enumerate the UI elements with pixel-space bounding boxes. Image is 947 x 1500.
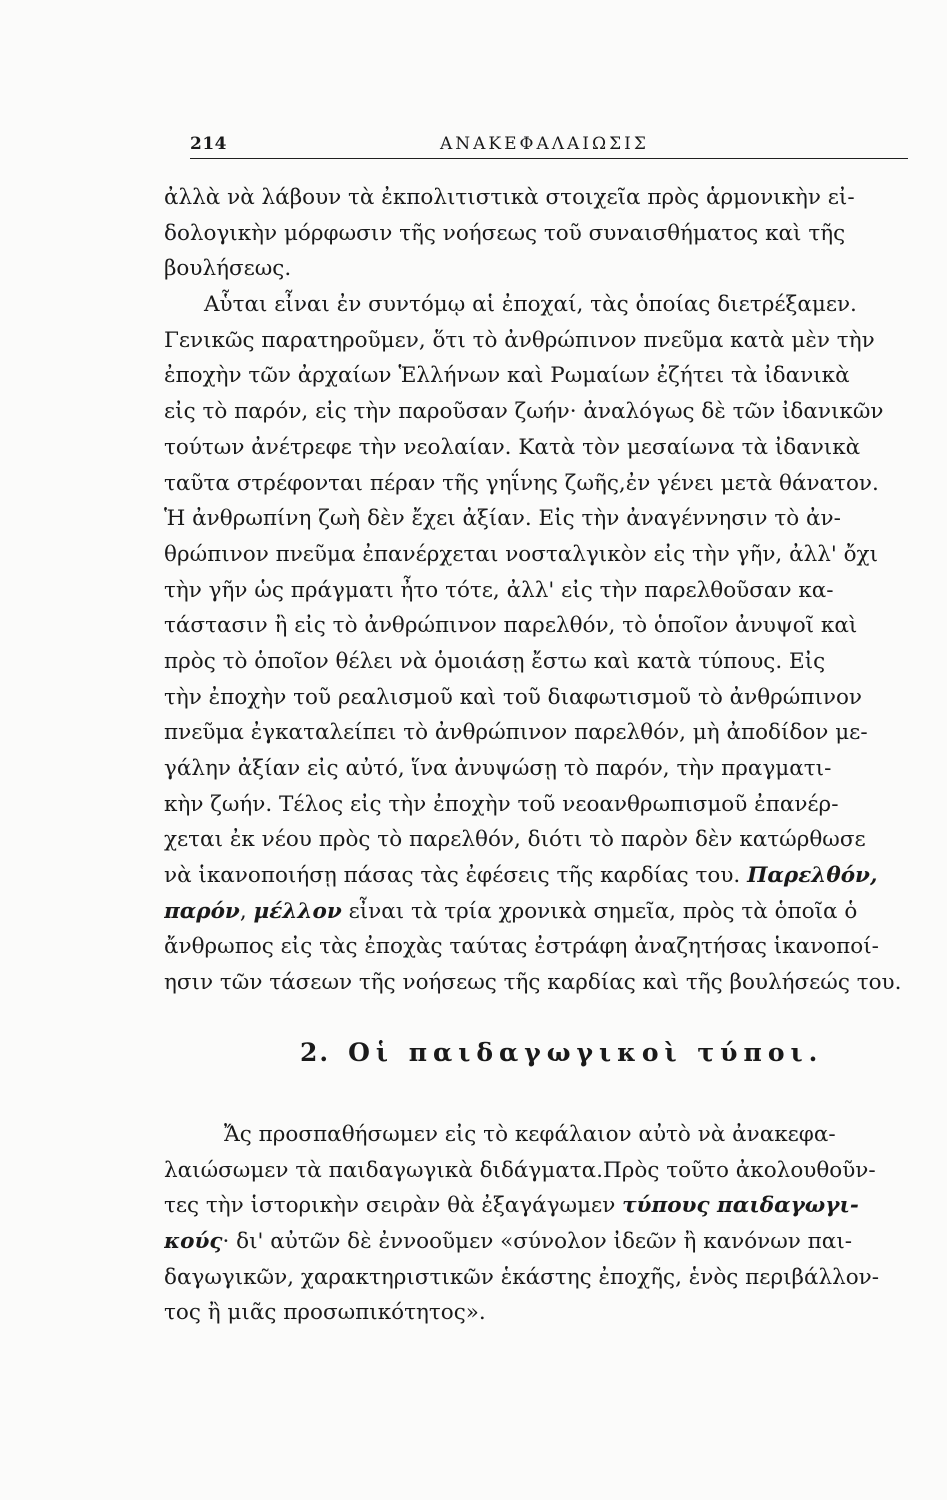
text-line: ἄνθρωπος εἰς τὰς ἐποχὰς ταύτας ἐστράφη ἀναζητήσας ἱκανοποί- [164, 934, 879, 960]
text-line: τούτων ἀνέτρεφε τὴν νεολαίαν. Κατὰ τὸν μεσαίωνα τὰ ἰδανικὰ [164, 434, 861, 460]
text-line: Ἄς προσπαθήσωμεν εἰς τὸ κεφάλαιον αὐτὸ νὰ ἀνακεφα- [224, 1122, 836, 1147]
text-line: ησιν τῶν τάσεων τῆς νοήσεως τῆς καρδίας καὶ τῆς βουλήσεώς του. [164, 970, 902, 996]
text-line: Ἡ ἀνθρωπίνη ζωὴ δὲν ἔχει ἀξίαν. Εἰς τὴν ἀναγέννησιν τὸ ἀν- [164, 506, 841, 532]
section-heading [300, 1038, 823, 1067]
text-segment: τες τὴν ἱστορικὴν σειρὰν θὰ ἐξαγάγωμεν [164, 1193, 623, 1219]
section-number: 2. [300, 1038, 331, 1067]
text-segment: , [239, 898, 247, 924]
text-line [164, 858, 916, 894]
text-line: γάλην ἀξίαν εἰς αὐτό, ἵνα ἀνυψώσῃ τὸ παρόν, τὴν πραγματι- [164, 756, 832, 781]
text-line: εἰς τὸ παρόν, εἰς τὴν παροῦσαν ζωήν· ἀναλόγως δὲ τῶν ἰδανικῶν [164, 399, 884, 425]
text-segment: εἶναι τὰ τρία χρονικὰ σημεῖα, πρὸς τὰ ὁποῖα ὁ [341, 898, 858, 924]
text-line: λαιώσωμεν τὰ παιδαγωγικὰ διδάγματα.Πρὸς τοῦτο ἀκολουθοῦν- [164, 1157, 876, 1183]
running-head: ΑΝΑΚΕΦΑΛΑΙΩΣΙΣ [440, 134, 649, 154]
text-line: ἀλλὰ νὰ λάβουν τὰ ἐκπολιτιστικὰ στοιχεῖα πρὸς ἁρμονικὴν εἰ- [164, 185, 855, 210]
paragraph-2 [164, 1117, 916, 1331]
paragraph-1 [164, 180, 916, 1001]
text-line: πνεῦμα ἐγκαταλείπει τὸ ἀνθρώπινον παρελθόν, μὴ ἀποδίδον με- [164, 720, 868, 746]
text-line: βουλήσεως. [164, 256, 292, 282]
text-segment: · δι' αὐτῶν δὲ ἐννοοῦμεν «σύνολον ἰδεῶν ἢ κανόνων παι- [222, 1229, 853, 1255]
text-line: Γενικῶς παρατηροῦμεν, ὅτι τὸ ἀνθρώπινον πνεῦμα κατὰ μὲν τὴν [164, 327, 875, 353]
text-line: τὴν ἐποχὴν τοῦ ρεαλισμοῦ καὶ τοῦ διαφωτισμοῦ τὸ ἀνθρώπινον [164, 684, 862, 710]
emphasis-text: τύπους παιδαγωγι- [622, 1193, 859, 1219]
text-line [164, 1188, 916, 1224]
text-line: χεται ἐκ νέου πρὸς τὸ παρελθόν, διότι τὸ παρὸν δὲν κατώρθωσε [164, 827, 866, 853]
text-line: τὴν γῆν ὡς πράγματι ἦτο τότε, ἀλλ' εἰς τὴν παρελθοῦσαν κα- [164, 577, 834, 603]
emphasis-text: Παρελθόν, [747, 863, 878, 889]
text-line [164, 894, 916, 930]
text-line [164, 1224, 916, 1260]
emphasis-text: κούς [164, 1229, 223, 1255]
text-line: πρὸς τὸ ὁποῖον θέλει νὰ ὁμοιάσῃ ἔστω καὶ κατὰ τύπους. Εἰς [164, 648, 826, 674]
page-number: 214 [190, 134, 227, 154]
text-line: κὴν ζωήν. Τέλος εἰς τὴν ἐποχὴν τοῦ νεοανθρωπισμοῦ ἐπανέρ- [164, 791, 839, 817]
text-line: δολογικὴν μόρφωσιν τῆς νοήσεως τοῦ συναισθήματος καὶ τῆς [164, 220, 846, 246]
page-header [190, 134, 908, 159]
text-line: θρώπινον πνεῦμα ἐπανέρχεται νοσταλγικὸν εἰς τὴν γῆν, ἀλλ' ὄχι [164, 541, 879, 567]
text-line: ταῦτα στρέφονται πέραν τῆς γηΐνης ζωῆς,ἐν γένει μετὰ θάνατον. [164, 470, 879, 496]
text-line: τος ἢ μιᾶς προσωπικότητος». [164, 1300, 486, 1326]
text-line: Αὗται εἶναι ἐν συντόμῳ αἱ ἐποχαί, τὰς ὁποίας διετρέξαμεν. [204, 292, 857, 318]
text-segment: νὰ ἱκανοποιήσῃ πάσας τὰς ἐφέσεις τῆς καρδίας του. [164, 863, 741, 889]
text-line: ἐποχὴν τῶν ἀρχαίων Ἑλλήνων καὶ Ρωμαίων ἐζήτει τὰ ἰδανικὰ [164, 363, 850, 389]
text-line: τάστασιν ἢ εἰς τὸ ἀνθρώπινον παρελθόν, τὸ ὁποῖον ἀνυψοῖ καὶ [164, 613, 858, 639]
emphasis-text: παρόν [164, 898, 240, 924]
emphasis-text: μέλλον [253, 898, 342, 924]
text-line: δαγωγικῶν, χαρακτηριστικῶν ἑκάστης ἐποχῆς, ἑνὸς περιβάλλον- [164, 1264, 879, 1290]
section-title: Οἱ παιδαγωγικοὶ τύποι. [348, 1038, 824, 1067]
